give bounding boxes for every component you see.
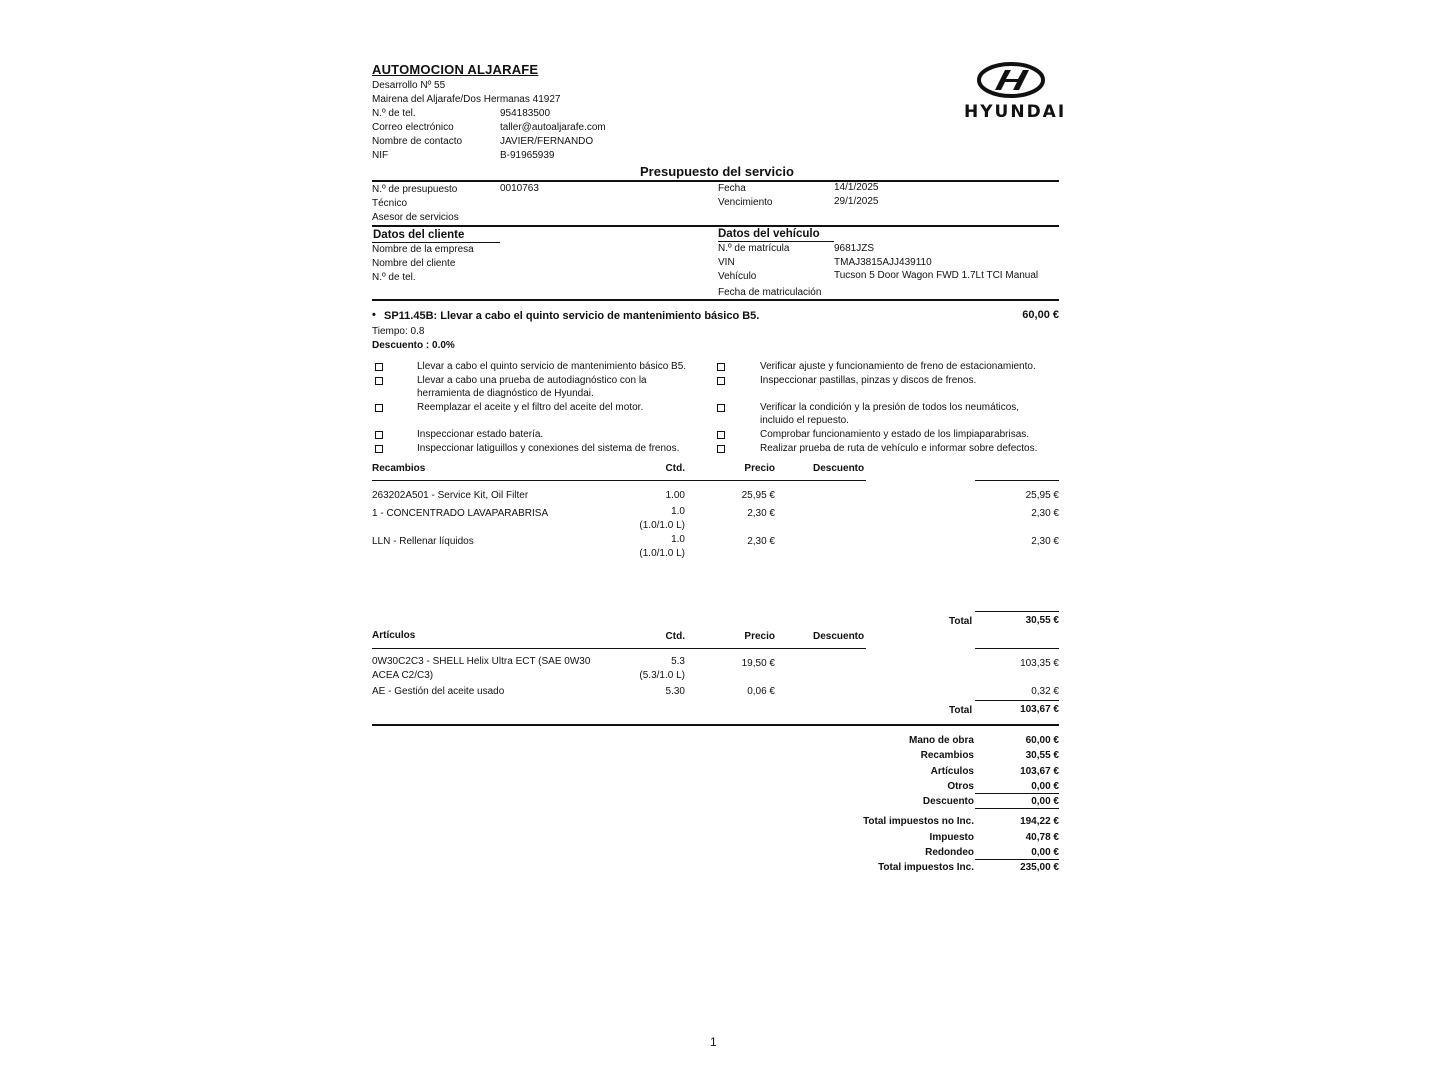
table-row-desc-cont: ACEA C2/C3) (372, 670, 434, 681)
parts-total-col-divider (975, 480, 1059, 481)
summary-divider (975, 859, 1059, 860)
task-checkbox[interactable] (375, 445, 383, 453)
summary-label: Redondeo (925, 847, 974, 858)
parts-total-label: Total (949, 616, 973, 627)
parts-total-value: 30,55 € (1025, 615, 1059, 626)
articles-total-label: Total (949, 705, 973, 716)
table-row-price: 19,50 € (741, 658, 775, 669)
vehicle-plate: 9681JZS (834, 243, 875, 254)
vehicle-divider (372, 299, 1059, 301)
summary-label: Total impuestos Inc. (878, 862, 974, 873)
page-title: Presupuesto del servicio (640, 164, 794, 179)
quote-expiry-label: Vencimiento (718, 197, 773, 208)
company-email[interactable]: taller@autoaljarafe.com (500, 122, 606, 133)
summary-label: Descuento (922, 796, 974, 807)
company-nif-label: NIF (372, 150, 389, 161)
service-title: SP11.45B: Llevar a cabo el quinto servicio de mantenimiento básico B5. (384, 310, 760, 322)
summary-value: 194,22 € (1020, 816, 1059, 827)
articles-header-discount: Descuento (813, 631, 865, 642)
task-checkbox[interactable] (375, 363, 383, 371)
table-row-total: 0,32 € (1031, 686, 1059, 697)
client-title-underline (372, 242, 500, 243)
quote-expiry: 29/1/2025 (834, 196, 879, 207)
summary-label: Total impuestos no Inc. (863, 816, 974, 827)
table-row-desc: LLN - Rellenar líquidos (372, 536, 474, 547)
summary-divider (975, 793, 1059, 794)
client-company-label: Nombre de la empresa (372, 244, 474, 255)
service-discount: Descuento : 0.0% (372, 340, 455, 351)
vehicle-reg-label: Fecha de matriculación (718, 287, 822, 298)
table-row-qty: 5.3 (671, 656, 685, 667)
summary-value: 30,55 € (1025, 750, 1059, 761)
service-price: 60,00 € (1022, 309, 1059, 321)
title-divider (372, 180, 1059, 182)
articles-total-value: 103,67 € (1020, 704, 1059, 715)
task-item: Llevar a cabo una prueba de autodiagnóstico con la herramienta de diagnóstico de Hyundai. (417, 375, 647, 399)
task-item: Comprobar funcionamiento y estado de los limpiaparabrisas. (760, 429, 1030, 440)
client-name-label: Nombre del cliente (372, 258, 456, 269)
table-row-desc: AE - Gestión del aceite usado (372, 686, 505, 697)
task-checkbox[interactable] (717, 445, 725, 453)
vehicle-section-title: Datos del vehículo (718, 228, 820, 240)
articles-header-price: Precio (744, 631, 775, 642)
table-row-total: 103,35 € (1020, 658, 1059, 669)
articles-total-divider (975, 700, 1059, 701)
table-row-qty: 5.30 (665, 686, 685, 697)
articles-header-item: Artículos (372, 630, 416, 641)
hyundai-logo-icon (962, 62, 1060, 100)
table-row-qty-sub: (5.3/1.0 L) (639, 670, 685, 681)
company-email-label: Correo electrónico (372, 122, 454, 133)
summary-label: Artículos (930, 766, 974, 777)
parts-header-qty: Ctd. (665, 463, 685, 474)
quote-tech-label: Técnico (372, 198, 408, 209)
task-checkbox[interactable] (717, 377, 725, 385)
task-item: Verificar ajuste y funcionamiento de freno de estacionamiento. (760, 361, 1036, 372)
quote-advisor-label: Asesor de servicios (372, 212, 459, 223)
table-row-qty: 1.0 (671, 534, 685, 545)
table-row-qty: 1.0 (671, 506, 685, 517)
vehicle-vin: TMAJ3815AJJ439110 (834, 257, 932, 268)
summary-value: 0,00 € (1031, 781, 1059, 792)
client-phone-label: N.º de tel. (372, 272, 416, 283)
table-row-qty-sub: (1.0/1.0 L) (639, 548, 685, 559)
vehicle-model: Tucson 5 Door Wagon FWD 1.7Lt TCI Manual (834, 270, 1039, 281)
task-checkbox[interactable] (375, 377, 383, 385)
company-phone: 954183500 (500, 108, 551, 119)
company-address-line1: Desarrollo Nº 55 (372, 80, 446, 91)
table-row-price: 0,06 € (747, 686, 775, 697)
task-checkbox[interactable] (375, 404, 383, 412)
company-address-line2: Mairena del Aljarafe/Dos Hermanas 41927 (372, 94, 561, 105)
vehicle-model-label: Vehículo (718, 271, 757, 282)
parts-header-item: Recambios (372, 463, 426, 474)
task-item: Verificar la condición y la presión de todos los neumáticos, incluido el repuesto. (760, 402, 1020, 426)
summary-label: Recambios (920, 750, 974, 761)
service-time: Tiempo: 0.8 (372, 326, 425, 337)
table-row-qty: 1.00 (665, 490, 685, 501)
table-row-total: 2,30 € (1031, 508, 1059, 519)
summary-label: Impuesto (929, 832, 974, 843)
task-item: Llevar a cabo el quinto servicio de mantenimiento básico B5. (417, 361, 687, 372)
page-number: 1 (710, 1035, 717, 1049)
task-checkbox[interactable] (375, 431, 383, 439)
articles-header-qty: Ctd. (665, 631, 685, 642)
summary-value: 40,78 € (1025, 832, 1059, 843)
summary-divider (975, 808, 1059, 809)
table-row-qty-sub: (1.0/1.0 L) (639, 520, 685, 531)
parts-total-divider (975, 611, 1059, 612)
vehicle-plate-label: N.º de matrícula (718, 243, 790, 254)
articles-total-col-divider (975, 648, 1059, 649)
vehicle-title-underline (718, 241, 834, 242)
task-item: Inspeccionar latiguillos y conexiones del sistema de frenos. (417, 443, 680, 454)
task-checkbox[interactable] (717, 363, 725, 371)
table-row-desc: 0W30C2C3 - SHELL Helix Ultra ECT (SAE 0W30 (372, 656, 591, 667)
task-checkbox[interactable] (717, 404, 725, 412)
parts-header-discount: Descuento (813, 463, 865, 474)
client-section-title: Datos del cliente (373, 229, 465, 241)
articles-header-divider (372, 648, 866, 649)
parts-header-price: Precio (744, 463, 775, 474)
task-item: Inspeccionar estado batería. (417, 429, 544, 440)
summary-value: 103,67 € (1020, 766, 1059, 777)
table-row-price: 2,30 € (747, 508, 775, 519)
service-bullet: • (372, 309, 376, 321)
summary-value: 60,00 € (1025, 735, 1059, 746)
summary-value: 0,00 € (1031, 796, 1059, 807)
company-contact-label: Nombre de contacto (372, 136, 463, 147)
table-row-desc: 263202A501 - Service Kit, Oil Filter (372, 490, 529, 501)
company-nif: B-91965939 (500, 150, 555, 161)
quote-number: 0010763 (500, 183, 539, 194)
table-row-total: 25,95 € (1025, 490, 1059, 501)
quote-number-label: N.º de presupuesto (372, 184, 458, 195)
task-item: Realizar prueba de ruta de vehículo e informar sobre defectos. (760, 443, 1038, 454)
summary-value: 0,00 € (1031, 847, 1059, 858)
quote-date-label: Fecha (718, 183, 746, 194)
company-phone-label: N.º de tel. (372, 108, 416, 119)
lines-divider (372, 724, 1059, 726)
hyundai-logo (962, 62, 1067, 122)
table-row-total: 2,30 € (1031, 536, 1059, 547)
task-item: Reemplazar el aceite y el filtro del aceite del motor. (417, 402, 644, 413)
table-row-price: 25,95 € (741, 490, 775, 501)
logo-text: HYUNDAI (964, 102, 1067, 122)
company-contact: JAVIER/FERNANDO (500, 136, 594, 147)
table-row-desc: 1 - CONCENTRADO LAVAPARABRISA (372, 508, 549, 519)
summary-label: Otros (947, 781, 974, 792)
vehicle-vin-label: VIN (718, 257, 735, 268)
parts-header-divider (372, 480, 866, 481)
task-checkbox[interactable] (717, 431, 725, 439)
company-name: AUTOMOCION ALJARAFE (372, 62, 539, 77)
summary-label: Mano de obra (908, 735, 974, 746)
quote-divider (372, 225, 1059, 227)
table-row-price: 2,30 € (747, 536, 775, 547)
summary-value: 235,00 € (1020, 862, 1059, 873)
task-item: Inspeccionar pastillas, pinzas y discos de frenos. (760, 375, 977, 386)
quote-date: 14/1/2025 (834, 182, 879, 193)
